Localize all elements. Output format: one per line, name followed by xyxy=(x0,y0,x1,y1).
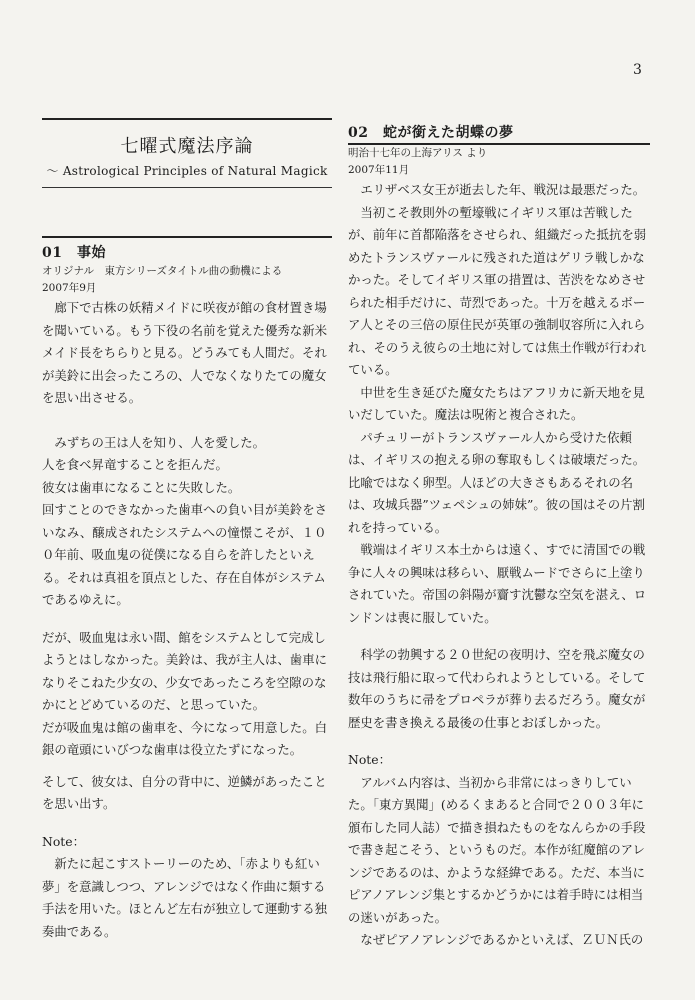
section1-paragraph: 彼女は歯車になることに失敗した。 xyxy=(42,479,241,495)
section1-paragraph: 人を食べ昇竜することを拒んだ。 xyxy=(42,457,228,472)
section2-paragraph: 当初こそ教則外の塹壕戦にイギリス軍は苦戦したが、前年に首都陥落をさせられ、組織だった抵抗を弱めたトランスヴァールに残された道はゲリラ戦しかなかった。そしてイギリス軍の措置は、苦渋をなめさせられた相手だけに、苛烈であった。十万を越えるボーア人とその三倍の原住民が英軍の強制収容所に入れられ、そのうえ彼らの土地に対しては焦土作戦が行われている。 xyxy=(348,204,647,377)
section1-note-text: 新たに起こすストーリーのため、「赤よりも紅い夢」を意識しつつ、アレンジではなく作曲に類する手法を用いた。ほとんど左右が独立して運動する独奏曲である。 xyxy=(42,856,327,939)
section2-title: 02 蛇が銜えた胡蝶の夢 xyxy=(348,125,514,141)
section1-paragraph: だが、吸血鬼は永い間、館をシステムとして完成しようとはしなかった。美鈴は、我が主人は、歯車になりそこねた少女の、少女であったころを空隙のなかにとどめているのだ、と思っていた。 xyxy=(42,629,327,712)
section1-title: 01 事始 xyxy=(42,245,106,261)
section2-paragraph: 戦端はイギリス本土からは遠く、すでに清国での戦争に人々の興味は移らい、厭戦ムードでさらに上塗りされていた。帝国の斜陽が齎す沈鬱な空気を湛え、ロンドンは喪に服していた。 xyxy=(348,542,647,625)
section1-paragraph: そして、彼女は、自分の背中に、逆鱗があったことを思い出す。 xyxy=(42,773,327,811)
page-title: 七曜式魔法序論 xyxy=(120,136,254,157)
section1-paragraph: 回すことのできなかった歯車への負い目が美鈴をさいなみ、醸成されたシステムへの憧憬こそが、１００年前、吸血鬼の従僕になる自らを許したといえる。それは真祖を頂点とした、存在自体がシステムであるゆえに。 xyxy=(42,502,327,607)
section2-paragraph: 科学の勃興する２０世紀の夜明け、空を飛ぶ魔女の技は飛行船に取って代わられようとしている。そして数年のうちに帚をプロペラが葬り去るだろう。魔女が歴史を書き換える最後の仕事とおぼしかった。 xyxy=(348,647,646,730)
right-column xyxy=(348,118,650,952)
section2-paragraph: エリザベス女王が逝去した年、戦況は最悪だった。 xyxy=(360,182,646,197)
page-number: 3 xyxy=(633,62,642,78)
section2-paragraph: 中世を生き延びた魔女たちはアフリカに新天地を見いだしていた。魔法は呪術と複合された。 xyxy=(348,384,645,422)
section2-credit: 明治十七年の上海アリス より xyxy=(348,147,488,159)
section1-paragraph: みずちの王は人を知り、人を愛した。 xyxy=(54,434,266,450)
section2-note-text: なぜピアノアレンジであるかといえば、ＺＵＮ氏の xyxy=(360,932,644,947)
section2-date: 2007年11月 xyxy=(348,164,410,176)
section1-note-label: Note： xyxy=(42,833,86,849)
section2-paragraph: パチュリーがトランスヴァール人から受けた依頼は、イギリスの抱える卵の奪取もしくは破壊だった。比喩ではなく卵型。人ほどの大きさもあるそれの名は、攻城兵器”ツェペシュの姉妹”。彼の国はその片割れを持っている。 xyxy=(348,429,646,535)
section1-paragraph: 廊下で古株の妖精メイドに咲夜が館の食材置き場を聞いている。もう下役の名前を覚えた優秀な新米メイド長をちらりと見る。どうみても人間だ。それが美鈴に出会ったころの、人でなくなりたての魔女を思い出させる。 xyxy=(42,300,327,405)
left-column xyxy=(42,118,332,943)
page-subtitle: ～ Astrological Principles of Natural Magick xyxy=(46,164,328,178)
section1-date: 2007年9月 xyxy=(42,282,97,294)
section1-paragraph: だが吸血鬼は館の歯車を、今になって用意した。白銀の竜頭にいびつな歯車は役立たずになった。 xyxy=(42,719,327,757)
title-top-rule xyxy=(42,118,332,120)
section2-note-label: Note： xyxy=(348,752,392,767)
section2-note-text: アルバム内容は、当初から非常にはっきりしていた。「東方異聞」(めるくまあると合同で２００３年に頒布した同人誌）で描き損ねたものをなんらかの手段で書き起こそう、というものだ。本作が紅魔館のアレンジであるのは、かような経緯である。ただ、本当にピアノアレンジ集とするかどうかには着手時には相当の迷いがあった。 xyxy=(348,774,646,925)
section1-credit: オリジナル 東方シリーズタイトル曲の動機による xyxy=(42,265,283,277)
